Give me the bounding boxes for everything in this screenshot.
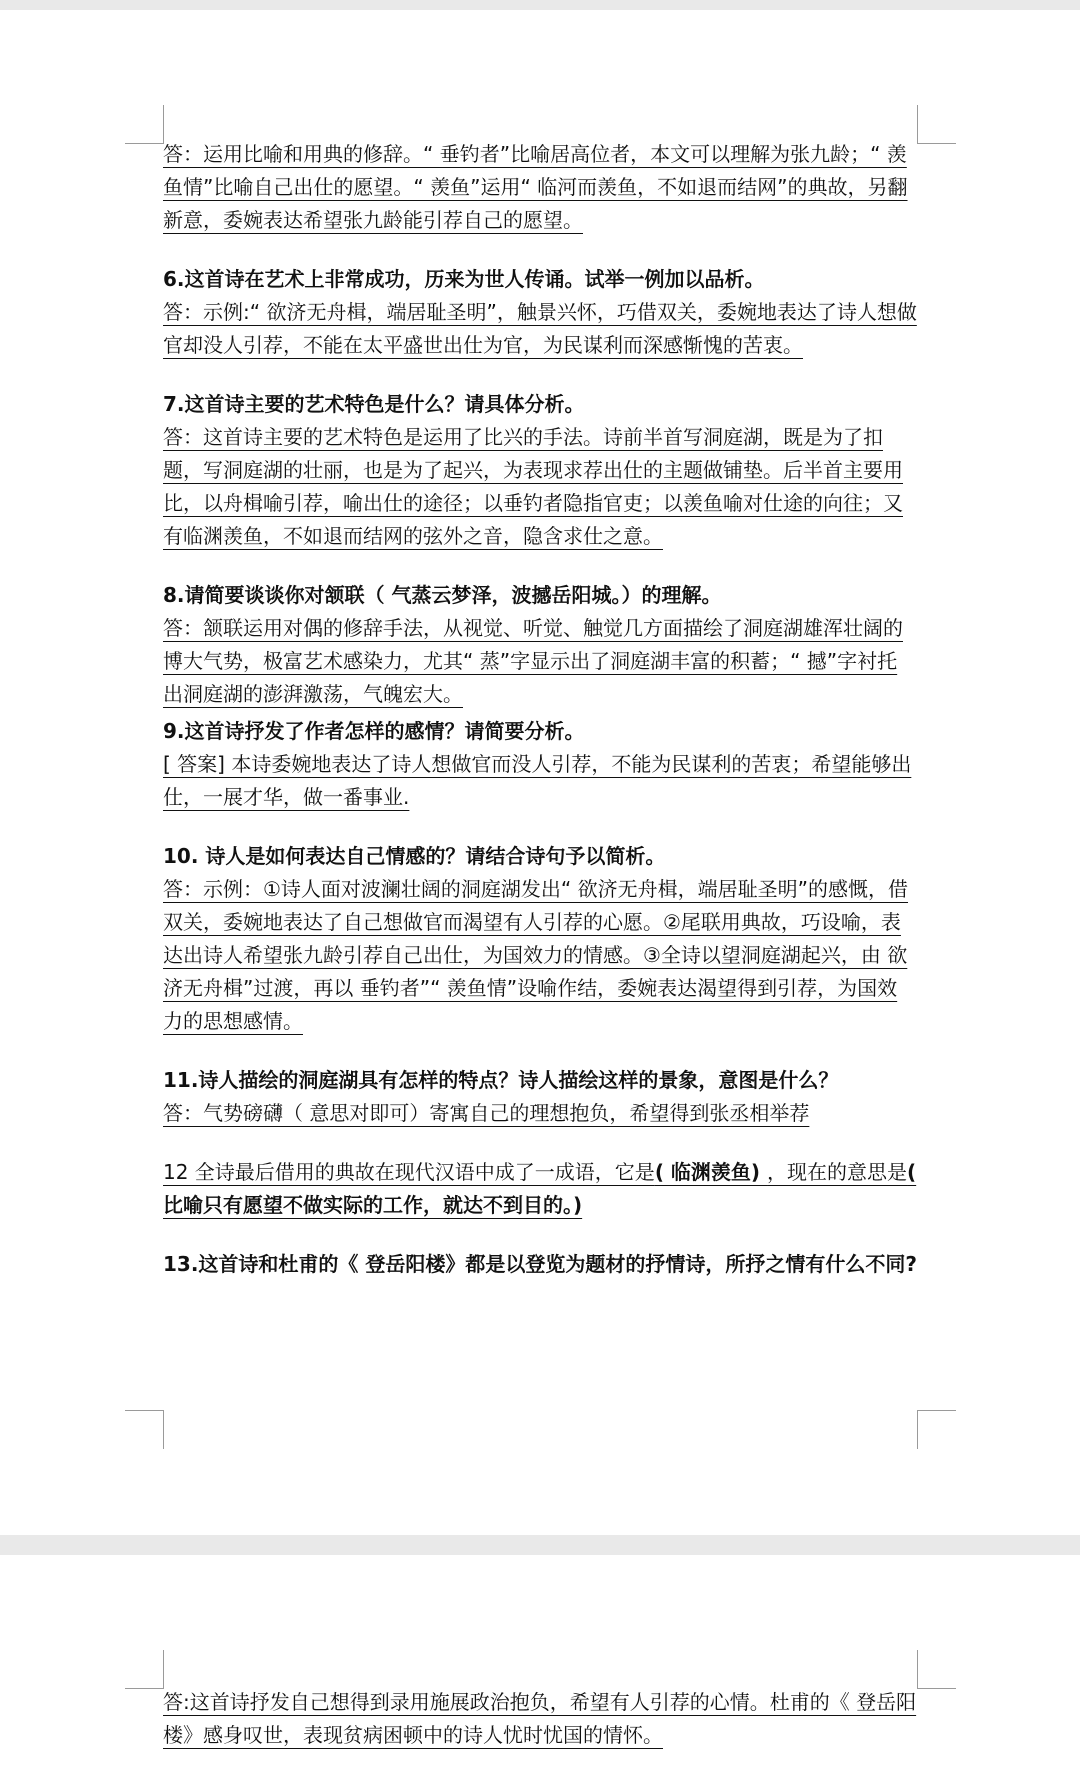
question-9: 9.这首诗抒发了作者怎样的感情？请简要分析。 bbox=[163, 719, 585, 743]
answer-10: 答：示例：①诗人面对波澜壮阔的洞庭湖发出“ 欲济无舟楫，端居耻圣明”的感慨，借双关，委婉地表达了自己想做官而渴望有人引荐的心愿。②尾联用典故，巧设喻，表达出诗人希望张九龄引荐自己出仕，为国效力的情感。③全诗以望洞庭湖起兴，由 欲济无舟楫”过渡，再以 垂钓者”“ 羡鱼情”设喻作结，委婉表达渴望得到引荐，为国效力的思想感情。 bbox=[163, 877, 909, 1033]
q12-answer-meaning: ( 比喻只有愿望不做实际的工作，就达不到目的。) bbox=[163, 1160, 917, 1217]
document-page-2 bbox=[0, 1555, 1080, 1789]
question-8: 8.请简要谈谈你对颔联（ 气蒸云梦泽，波撼岳阳城。）的理解。 bbox=[163, 583, 722, 607]
margin-corner-bottom-right bbox=[917, 1410, 956, 1449]
question-6: 6.这首诗在艺术上非常成功，历来为世人传诵。试举一例加以品析。 bbox=[163, 267, 765, 291]
margin-corner-top-right bbox=[917, 1650, 956, 1689]
answer-13: 答:这首诗抒发自己想得到录用施展政治抱负，希望有人引荐的心情。杜甫的《 登岳阳楼》感身叹世，表现贫病困顿中的诗人忧时忧国的情怀。 bbox=[163, 1690, 917, 1747]
document-page-1 bbox=[0, 10, 1080, 1535]
question-11: 11.诗人描绘的洞庭湖具有怎样的特点？诗人描绘这样的景象，意图是什么？ bbox=[163, 1068, 839, 1092]
margin-corner-bottom-left bbox=[125, 1410, 164, 1449]
question-13: 13.这首诗和杜甫的《 登岳阳楼》都是以登览为题材的抒情诗，所抒之情有什么不同? bbox=[163, 1252, 917, 1276]
q12-answer-idiom: ( 临渊羡鱼) bbox=[654, 1160, 768, 1184]
margin-corner-top-left bbox=[125, 1650, 164, 1689]
answer-7: 答：这首诗主要的艺术特色是运用了比兴的手法。诗前半首写洞庭湖，既是为了扣题，写洞庭湖的壮丽，也是为了起兴，为表现求荐出仕的主题做铺垫。后半首主要用比，以舟楫喻引荐，喻出仕的途径；以垂钓者隐指官吏；以羡鱼喻对仕途的向往；又有临渊羡鱼，不如退而结网的弦外之音，隐含求仕之意。 bbox=[163, 425, 903, 548]
question-10: 10. 诗人是如何表达自己情感的？请结合诗句予以简析。 bbox=[163, 844, 666, 868]
question-7: 7.这首诗主要的艺术特色是什么？请具体分析。 bbox=[163, 392, 585, 416]
page-2-text bbox=[163, 1686, 917, 1752]
page-1-text bbox=[163, 138, 917, 1281]
answer-8: 答：颔联运用对偶的修辞手法，从视觉、听觉、触觉几方面描绘了洞庭湖雄浑壮阔的博大气势，极富艺术感染力，尤其“ 蒸”字显示出了洞庭湖丰富的积蓄；“ 撼”字衬托出洞庭湖的澎湃激荡，气魄宏大。 bbox=[163, 616, 903, 706]
q12-mid: ，现在的意思是 bbox=[767, 1160, 908, 1184]
answer-11: 答：气势磅礴（ 意思对即可）寄寓自己的理想抱负，希望得到张丞相举荐 bbox=[163, 1101, 810, 1125]
answer-paragraph: 答：运用比喻和用典的修辞。“ 垂钓者”比喻居高位者，本文可以理解为张九龄；“ 羡鱼情”比喻自己出仕的愿望。“ 羡鱼”运用“ 临河而羡鱼，不如退而结网”的典故，另翻新意，委婉表达希望张九龄能引荐自己的愿望。 bbox=[163, 142, 908, 232]
question-12 bbox=[163, 1156, 917, 1222]
margin-corner-top-right bbox=[917, 105, 956, 144]
q12-prefix: 12 全诗最后借用的典故在现代汉语中成了一成语，它是 bbox=[163, 1160, 655, 1184]
margin-corner-top-left bbox=[125, 105, 164, 144]
answer-6: 答：示例:“ 欲济无舟楫，端居耻圣明”，触景兴怀，巧借双关，委婉地表达了诗人想做官却没人引荐，不能在太平盛世出仕为官，为民谋利而深感惭愧的苦衷。 bbox=[163, 300, 917, 357]
answer-9: [ 答案] 本诗委婉地表达了诗人想做官而没人引荐，不能为民谋利的苦衷；希望能够出仕，一展才华，做一番事业. bbox=[163, 752, 912, 809]
